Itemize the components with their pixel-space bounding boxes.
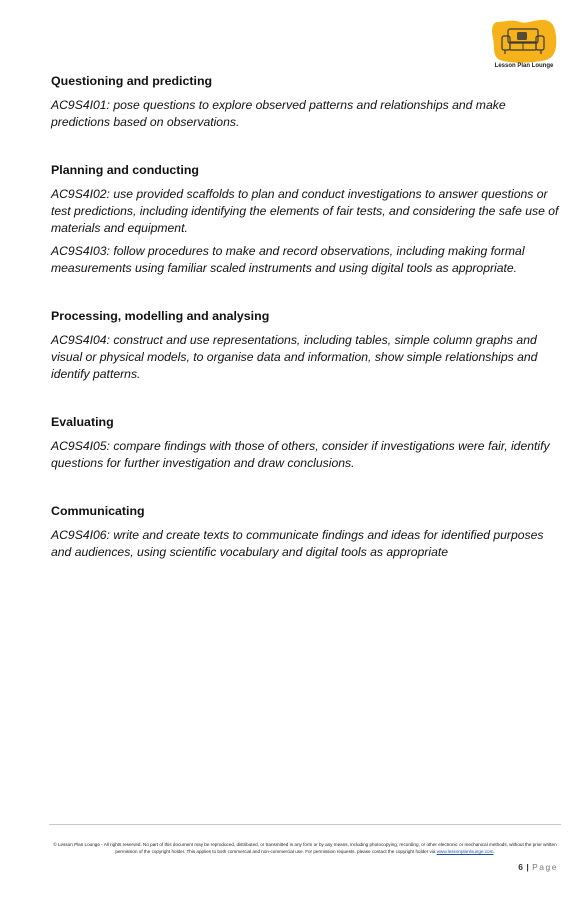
copyright-text: © Lesson Plan Lounge - All rights reserved. No part of this document may be reproduced, distributed, or transmitted in any form or by any means, including photocopying, recording, or other electronic or mechanical methods, without the prior written permission of the copyright holder. This applies to both commercial and non-commercial use. For permission requests, please contact the copyright holder via [53, 842, 557, 854]
section-heading: Planning and conducting [51, 163, 199, 177]
curriculum-descriptor: AC9S4I04: construct and use representations, including tables, simple column graphs and visual or physical models, to organise data and information, show simple relationships and identify patterns. [51, 333, 538, 381]
brand-logo [488, 14, 560, 72]
curriculum-descriptor: AC9S4I05: compare findings with those of others, consider if investigations were fair, identify questions for further investigation and draw conclusions. [51, 439, 550, 470]
curriculum-descriptor: AC9S4I03: follow procedures to make and record observations, including making formal measurements using familiar scaled instruments and using digital tools as appropriate. [51, 244, 525, 275]
curriculum-section [51, 162, 566, 277]
curriculum-descriptor: AC9S4I06: write and create texts to communicate findings and ideas for identified purposes and audiences, using scientific vocabulary and digital tools as appropriate [51, 528, 544, 559]
curriculum-descriptor: AC9S4I02: use provided scaffolds to plan and conduct investigations to answer questions or test predictions, including identifying the elements of fair tests, and considering the safe use of materials and equipment. [51, 187, 559, 235]
section-heading: Evaluating [51, 415, 114, 429]
curriculum-descriptor: AC9S4I01: pose questions to explore observed patterns and relationships and make predictions based on observations. [51, 98, 506, 129]
page-word: Page [532, 862, 558, 872]
sofa-logo-icon [490, 16, 558, 64]
page-separator: | [526, 862, 529, 872]
website-link[interactable]: www.lessonplanlounge.com [436, 848, 494, 854]
section-heading: Communicating [51, 504, 145, 518]
footer-copyright [49, 842, 561, 855]
footer-divider [49, 824, 561, 825]
curriculum-section [51, 414, 566, 472]
curriculum-section [51, 308, 566, 383]
curriculum-section [51, 503, 566, 561]
curriculum-content [51, 73, 566, 592]
section-heading: Processing, modelling and analysing [51, 309, 270, 323]
curriculum-section [51, 73, 566, 131]
link-suffix: . [493, 848, 495, 854]
page-number-value: 6 [518, 862, 523, 872]
section-heading: Questioning and predicting [51, 74, 213, 88]
page-number [518, 862, 558, 872]
logo-text: Lesson Plan Lounge [494, 63, 554, 69]
